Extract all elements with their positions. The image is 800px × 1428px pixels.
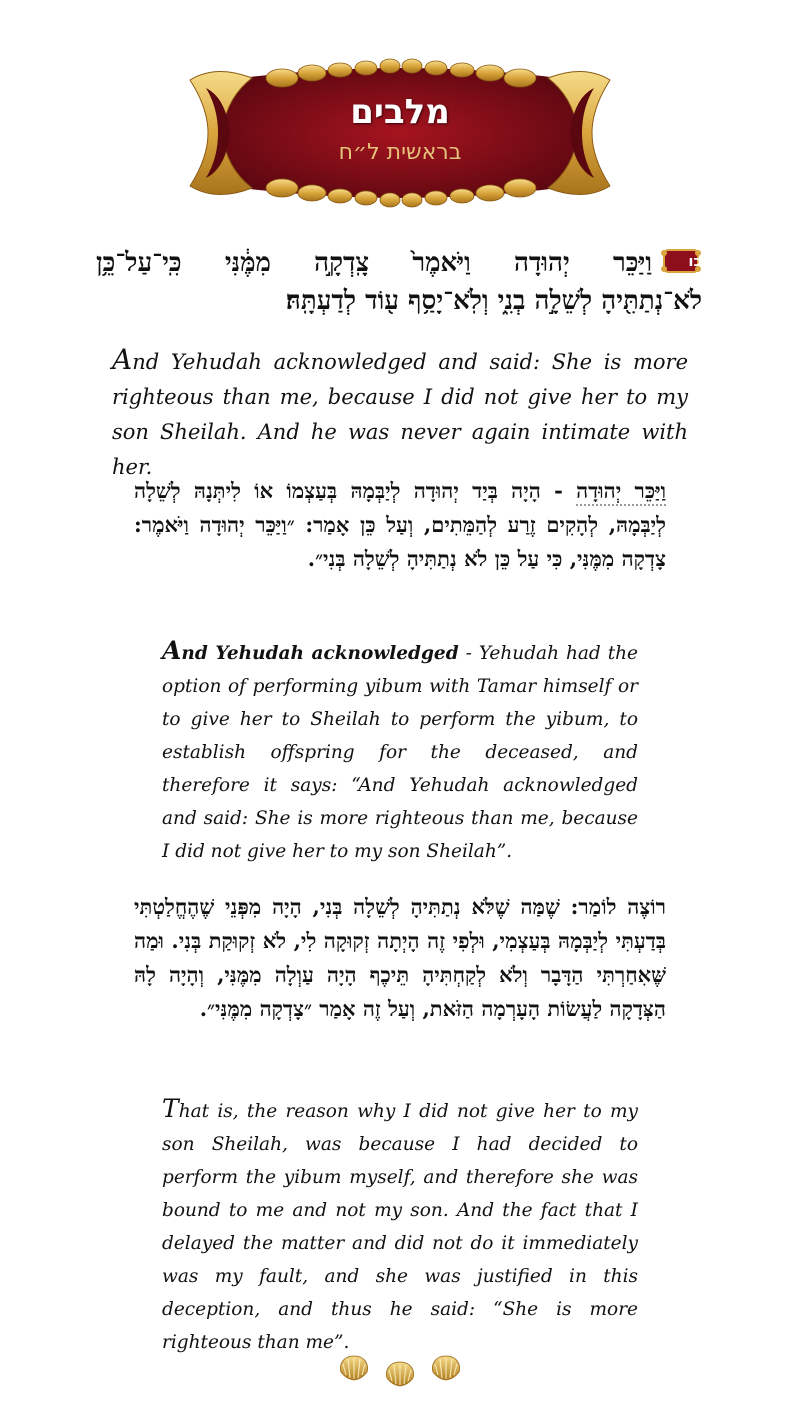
verse-number-badge: [660, 248, 702, 274]
verse-number: כו: [688, 252, 702, 270]
verse-line-2: לֹא־נְתַתִּ֖יהָ לְשֵׁלָ֣ה בְנִ֑י וְלֹֽא־יָסַ֥ף ע֖וֹד לְדַעְתָּֽהּ׃: [285, 286, 702, 316]
commentary-1-hebrew-text: - הָיָה בְּיַד יְהוּדָה לְיַבְּמָהּ בְּעַצְמוֹ אוֹ לִיתְּנָהּ לְשֵׁלָה לְיַבְּמָהּ, לְהָקִים זֶרַע לְהַמֵּתִים, וְעַל כֵּן אָמַר: ״וַיַּכֵּר יְהוּדָה וַיֹּאמֶר: צָדְקָה מִמֶּנִּי, כִּי עַל כֵּן לֹא נְתַתִּיהָ לְשֵׁלָה בְּנִי״.: [134, 478, 666, 571]
commentary-1-english-text: - Yehudah had the option of performing yibum with Tamar himself or to give her to Sheilah to perform the yibum, to establish offspring for the deceased, and therefore it says: “And Yehudah acknowledged and said: She is more righteous than me, because I did not give her to my son Sheilah”.: [162, 643, 638, 862]
scroll-banner-icon: [186, 58, 614, 208]
commentary-2-english-text: hat is, the reason why I did not give her to my son Sheilah, was because I had decided to perform the yibum myself, and therefore she was bound to me and not my son. And the fact that I delayed the matter and did not do it immediately was my fault, and she was justified in this deception, and thus he said: “She is more righteous than me”.: [162, 1101, 638, 1353]
chapter-reference: בראשית ל״ח: [338, 140, 462, 165]
commentary-1-hebrew: [134, 474, 666, 576]
verse-translation: [112, 342, 688, 485]
translation-text: nd Yehudah acknowledged and said: She is more righteous than me, because I did not give her to my son Sheilah. And he was never again intimate with her.: [112, 350, 688, 479]
commentary-2-english: [162, 1092, 638, 1359]
dibbur-hamatchil[interactable]: וַיַּכֵּר יְהוּדָה: [576, 478, 666, 506]
footer-ornament: [338, 1354, 462, 1390]
commentary-2-hebrew: רוֹצֶה לוֹמַר: שֶׁמַּה שֶׁלֹּא נְתַתִּיהָ לְשֵׁלָה בְּנִי, הָיָה מִפְּנֵי שֶׁהֶחֱלַטְתִּי בְּדַעְתִּי לְיַבְּמָהּ בְּעַצְמִי, וּלְפִי זֶה הָיְתָה זְקוּקָה לִי, לֹא זְקוּקַת בְּנִי. וּמַה שֶּׁאִחַרְתִּי הַדָּבָר וְלֹא לְקַחְתִּיהָ תֵּיכֶף הָיָה עַוְלָה מִמֶּנִּי, וְהָיָה לָהּ הַצְּדָקָה לַעֲשׂוֹת הָעָרְמָה הַזֹּאת, וְעַל זֶה אָמַר ״צָדְקָה מִמֶּנִּי״.: [134, 894, 666, 1021]
commentary-1-dropcap: A: [162, 636, 182, 665]
commentary-1-lead-text: nd Yehudah acknowledged: [181, 643, 459, 664]
verse-text: [96, 244, 702, 320]
commentary-2-dropcap: T: [162, 1094, 179, 1123]
gold-shell-icon: [430, 1354, 462, 1382]
commentary-title: מלבים: [350, 92, 450, 132]
commentary-1-english-lead: [162, 636, 459, 665]
verse-line-1: [96, 244, 702, 282]
verse-line-1-text: וַיַּכֵּר יְהוּדָה וַיֹּאמֶר֙ צָֽדְקָ֣ה מִמֶּ֔נִּי כִּֽי־עַל־כֵּ֥ן: [96, 248, 652, 278]
header-banner: [186, 58, 614, 208]
translation-dropcap: A: [112, 343, 133, 376]
gold-shell-icon: [384, 1360, 416, 1388]
commentary-1-english: [162, 634, 638, 868]
gold-shell-icon: [338, 1354, 370, 1382]
